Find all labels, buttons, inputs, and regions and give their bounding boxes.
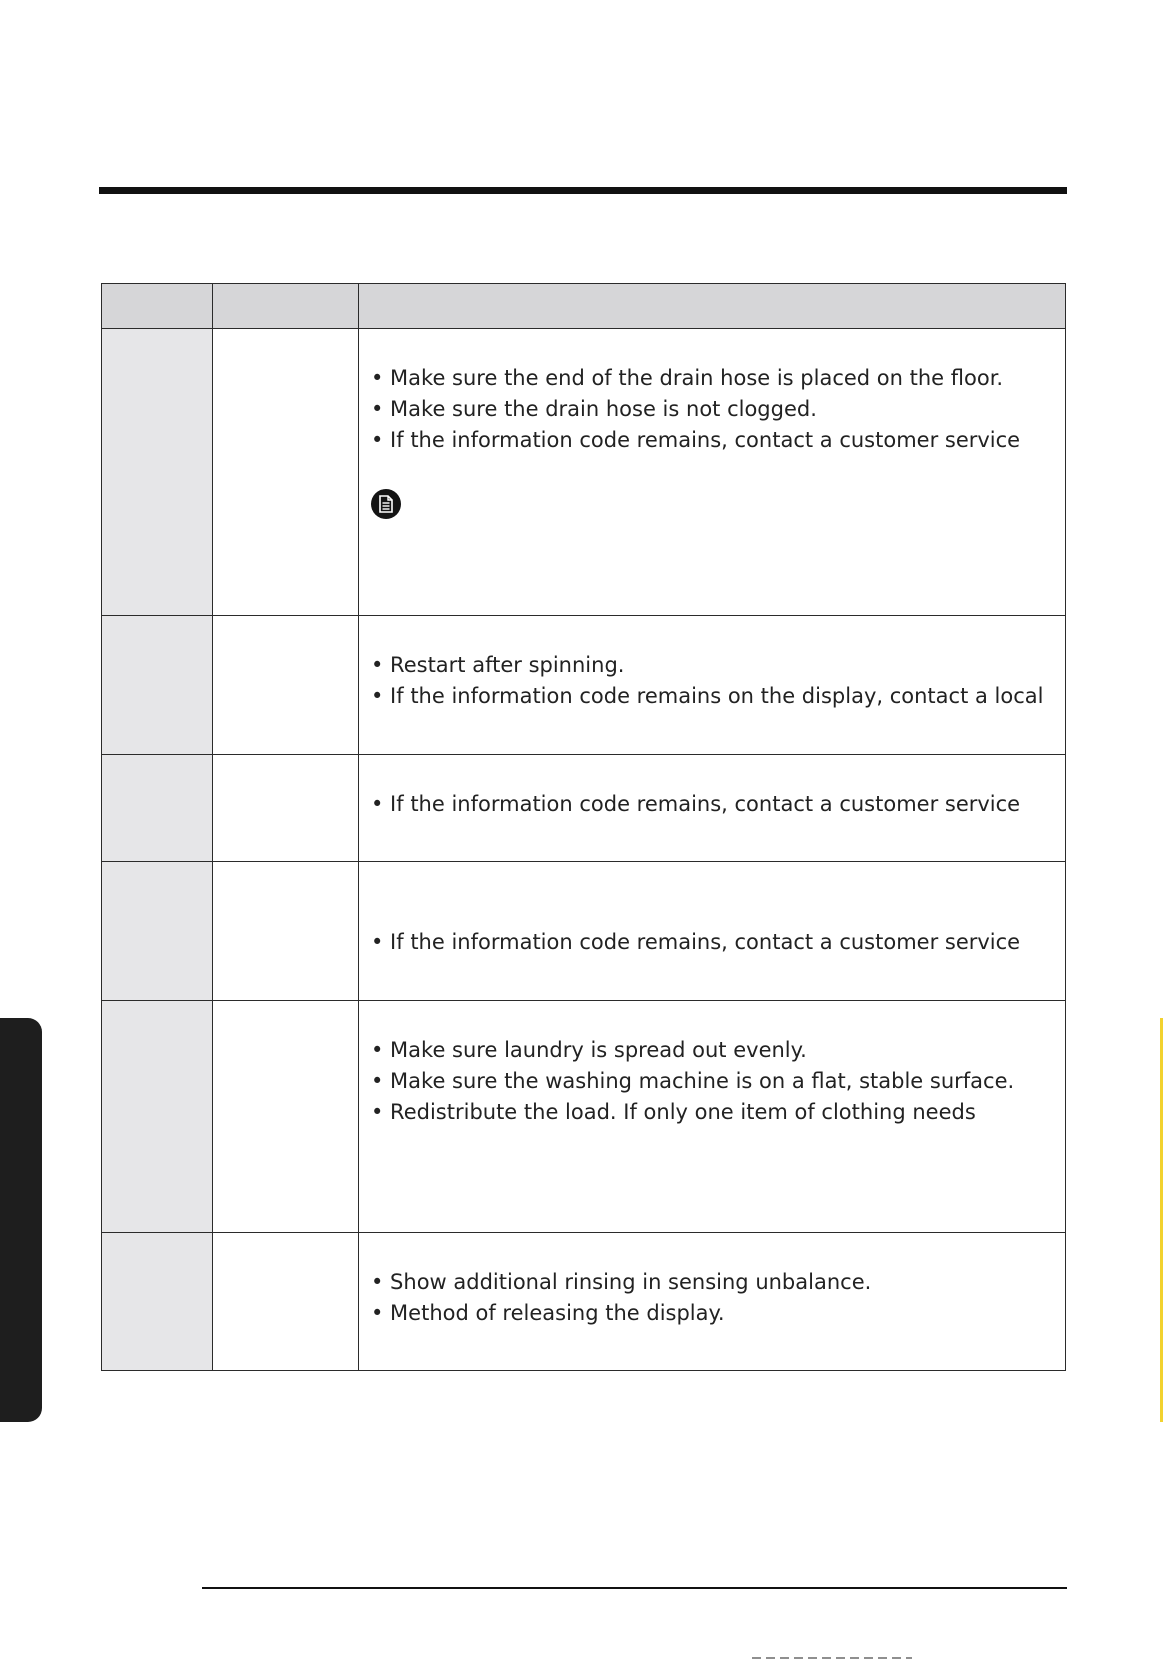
row-code-cell [102, 1233, 213, 1371]
row-code-cell [102, 1001, 213, 1233]
top-rule [99, 187, 1067, 194]
row-meaning-cell [213, 329, 359, 616]
note-icon [371, 489, 401, 519]
action-line: • Make sure the end of the drain hose is placed on the floor. [371, 366, 1004, 390]
table-row [102, 329, 1066, 616]
table-row [102, 755, 1066, 862]
action-line: • Show additional rinsing in sensing unbalance. [371, 1270, 872, 1294]
row-code-cell [102, 862, 213, 1001]
action-line: • Method of releasing the display. [371, 1301, 725, 1325]
action-line: • Make sure laundry is spread out evenly. [371, 1038, 807, 1062]
row-code-cell [102, 616, 213, 755]
table-row [102, 862, 1066, 1001]
row-action-cell [359, 1233, 1066, 1371]
action-line: • Restart after spinning. [371, 653, 625, 677]
row-code-cell [102, 755, 213, 862]
table-row [102, 616, 1066, 755]
table-row [102, 1001, 1066, 1233]
row-meaning-cell [213, 862, 359, 1001]
header-code [102, 284, 213, 329]
row-code-cell [102, 329, 213, 616]
action-line: • Redistribute the load. If only one item of clothing needs [371, 1100, 976, 1124]
action-line: • Make sure the washing machine is on a flat, stable surface. [371, 1069, 1015, 1093]
row-action-cell [359, 329, 1066, 616]
header-meaning [213, 284, 359, 329]
table-header [102, 284, 1066, 329]
row-meaning-cell [213, 616, 359, 755]
row-action-cell [359, 616, 1066, 755]
footer-rule [202, 1587, 1067, 1589]
information-code-table [101, 283, 1066, 1371]
action-line: • If the information code remains, contact a customer service [371, 792, 1021, 816]
section-side-tab [0, 1018, 42, 1422]
action-line: • If the information code remains, contact a customer service [371, 428, 1021, 452]
row-action-cell [359, 755, 1066, 862]
row-meaning-cell [213, 1233, 359, 1371]
footer-marks [752, 1657, 912, 1659]
row-action-cell [359, 1001, 1066, 1233]
action-line: • If the information code remains on the display, contact a local [371, 684, 1044, 708]
row-meaning-cell [213, 755, 359, 862]
header-action [359, 284, 1066, 329]
row-meaning-cell [213, 1001, 359, 1233]
action-line: • Make sure the drain hose is not clogged. [371, 397, 817, 421]
row-action-cell [359, 862, 1066, 1001]
action-line: • If the information code remains, contact a customer service [371, 930, 1021, 954]
table-row [102, 1233, 1066, 1371]
